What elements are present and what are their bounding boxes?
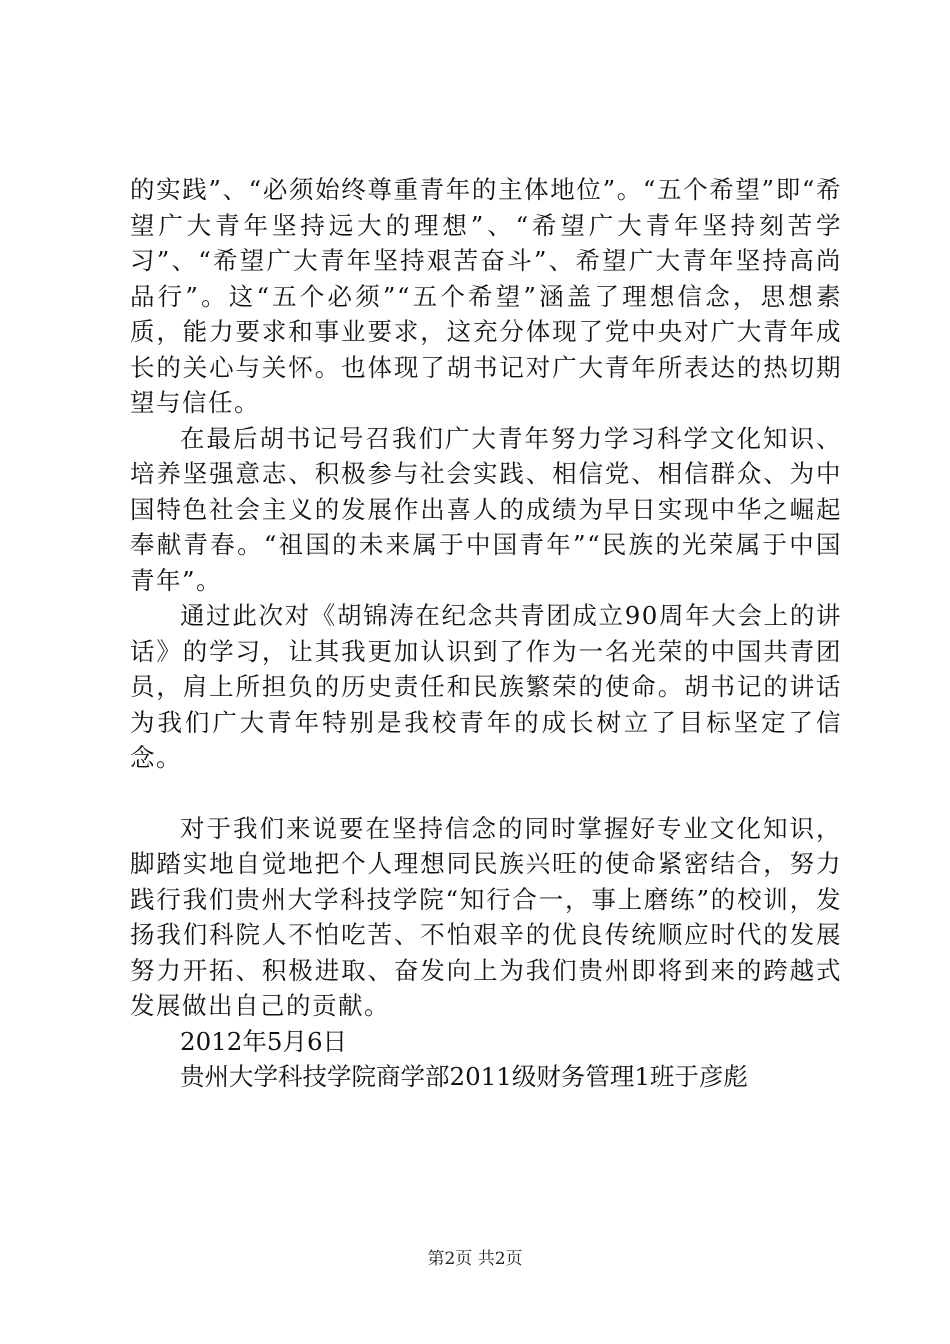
document-signature: 贵州大学科技学院商学部2011级财务管理1班于彦彪 — [180, 1062, 748, 1091]
document-date: 2012年5月6日 — [180, 1026, 348, 1056]
page-number-footer: 第2页 共2页 — [427, 1249, 523, 1269]
paragraph-conclusion: 对于我们来说要在坚持信念的同时掌握好专业文化知识，脚踏实地自觉地把个人理想同民族兴旺的使命紧密结合，努力践行我们贵州大学科技学院“知行合一，事上磨练”的校训，发扬我们科院人不怕吃苦、不怕艰辛的优良传统顺应时代的发展努力开拓、积极进取、奋发向上为我们贵州即将到来的跨越式发展做出自己的贡献。 — [130, 813, 842, 1020]
document-body — [130, 172, 842, 1095]
paragraph-call-to-action: 在最后胡书记号召我们广大青年努力学习科学文化知识、培养坚强意志、积极参与社会实践、相信党、相信群众、为中国特色社会主义的发展作出喜人的成绩为早日实现中华之崛起奉献青春。“祖国的未来属于中国青年”“民族的光荣属于中国青年”。 — [130, 423, 842, 595]
paragraph-continuation: 的实践”、“必须始终尊重青年的主体地位”。“五个希望”即“希望广大青年坚持远大的理想”、“希望广大青年坚持刻苦学习”、“希望广大青年坚持艰苦奋斗”、希望广大青年坚持高尚品行”。这“五个必须”“五个希望”涵盖了理想信念，思想素质，能力要求和事业要求，这充分体现了党中央对广大青年成长的关心与关怀。也体现了胡书记对广大青年所表达的热切期望与信任。 — [130, 175, 842, 417]
paragraph-spacer — [130, 776, 842, 811]
paragraph-study-reflection: 通过此次对《胡锦涛在纪念共青团成立90周年大会上的讲话》的学习，让其我更加认识到了作为一名光荣的中国共青团员，肩上所担负的历史责任和民族繁荣的使命。胡书记的讲话为我们广大青年特别是我校青年的成长树立了目标坚定了信念。 — [130, 601, 842, 772]
